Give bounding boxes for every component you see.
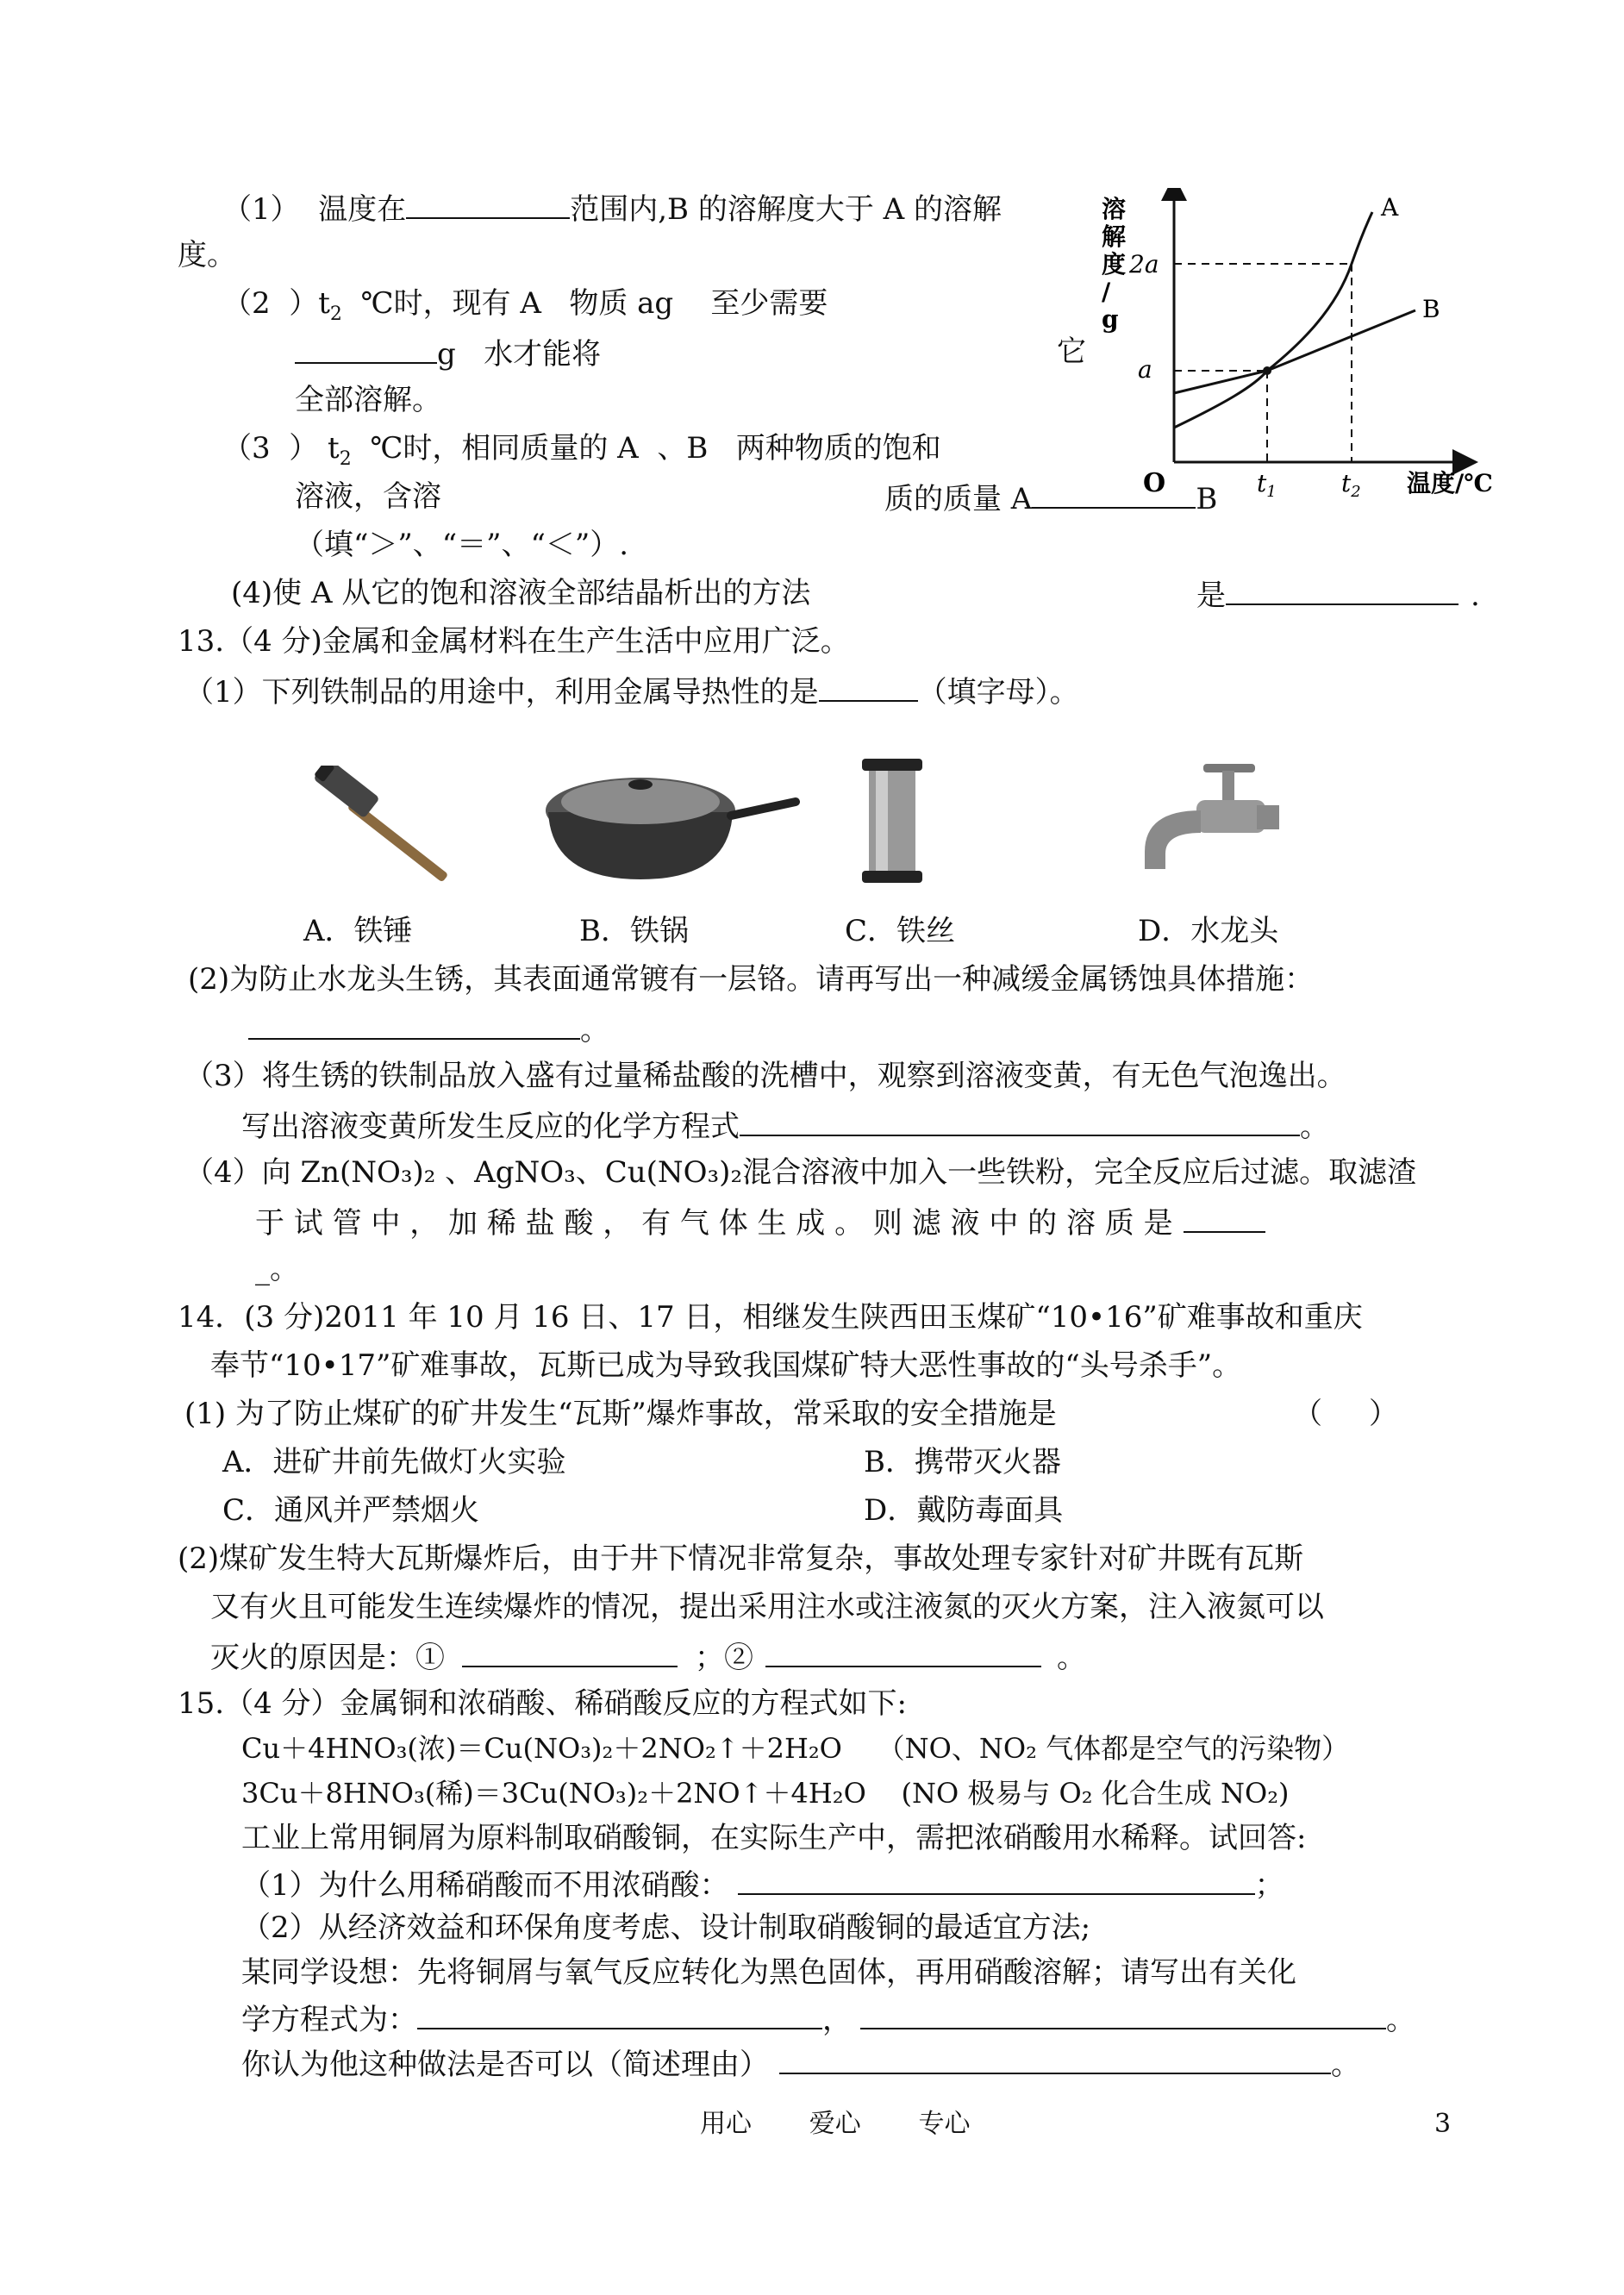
q12-line3 [222,285,828,334]
q13-text: 。 [580,1013,609,1047]
q12-text: ℃时，相同质量的 A 、B 两种物质的饱和 [351,431,941,466]
q13-text: 写出溶液变黄所发生反应的化学方程式 [241,1110,740,1144]
q12-line1 [222,188,1002,228]
ylabel-c3: 度 [1102,250,1127,278]
q14-text: 。 [1057,1641,1086,1675]
q15-text: ， [822,2003,852,2037]
curve-a [1174,212,1372,428]
q12-text: g 水才能将 [437,337,602,372]
q14-option-c: C．通风并严禁烟火 [222,1493,480,1528]
xlabel: 温度/℃ [1407,469,1493,497]
subscript: 2 [339,447,352,470]
wire-spool-icon [853,752,931,890]
q15-title: 15.（4 分）金属铜和浓硝酸、稀硝酸反应的方程式如下: [178,1686,907,1721]
q15-q2c [241,1998,1415,2039]
q13-p4c: _。 [255,1252,299,1286]
q13-p2-answer [248,1009,609,1049]
q12-text: 是 [1196,578,1226,613]
answer-blank[interactable] [1184,1202,1265,1233]
wok-icon [541,759,800,888]
q13-p3b [241,1105,1329,1146]
answer-blank[interactable] [860,1998,1386,2029]
q13-p4b [255,1202,1265,1242]
q15-q2: （2）从经济效益和环保角度考虑、设计制取硝酸铜的最适宜方法; [241,1910,1091,1945]
option-c: C．铁丝 [845,914,956,948]
answer-blank[interactable] [248,1009,580,1040]
q12-text: （2 ）t [222,286,330,321]
faucet-image [1136,757,1283,886]
origin-label: O [1143,468,1166,498]
q15-text: ； [1254,1868,1284,1903]
subscript: 2 [329,303,342,325]
answer-blank[interactable] [740,1105,1300,1136]
q12-line9-tail [1196,574,1480,615]
q12-line8: （填“＞”、“＝”、“＜”）. [295,528,629,562]
q13-text: 于 试 管 中 ， 加 稀 盐 酸 ， 有 气 体 生 成 。 则 滤 液 中 的 溶 质 是 [255,1206,1173,1241]
q14-text: 灭火的原因是：① [210,1641,445,1675]
footer-text: 用心 爱心 专心 [700,2109,971,2139]
ylabel-c2: 解 [1102,222,1127,251]
q14-text: ；② [695,1641,753,1675]
q15-eq1: Cu＋4HNO₃(浓)＝Cu(NO₃)₂＋2NO₂↑＋2H₂O （NO、NO₂ 气体都是空气的污染物） [241,1732,1350,1765]
answer-blank[interactable] [738,1864,1255,1895]
wok-image [541,759,800,888]
q13-p4: （4）向 Zn(NO₃)₂ 、AgNO₃、Cu(NO₃)₂混合溶液中加入一些铁粉，完全反应后过滤。取滤渣 [184,1155,1417,1190]
answer-blank[interactable] [462,1636,678,1667]
q12-text: ℃时，现有 A 物质 ag 至少需要 [341,286,828,321]
hammer-icon [306,766,478,895]
q12-line2: 度。 [178,238,236,272]
q14-p2: (2)煤矿发生特大瓦斯爆炸后，由于井下情况非常复杂，事故处理专家针对矿井既有瓦斯 [178,1541,1304,1576]
q13-title: 13.（4 分)金属和金属材料在生产生活中应用广泛。 [178,624,850,659]
q12-line5: 全部溶解。 [295,383,441,417]
curve-b [1174,310,1415,393]
q15-q2b: 某同学设想：先将铜屑与氧气反应转化为黑色固体，再用硝酸溶解；请写出有关化 [241,1955,1296,1990]
answer-blank[interactable] [779,2043,1331,2074]
q15-p1: 工业上常用铜屑为原料制取硝酸铜，在实际生产中，需把浓硝酸用水稀释。试回答: [241,1821,1307,1855]
solubility-chart [1095,188,1543,516]
option-d: D．水龙头 [1138,914,1279,948]
tick-t2: $t_2$ [1341,469,1361,501]
series-label-b: B [1422,295,1440,323]
q12-line4-tail: 它 [1057,335,1086,369]
faucet-icon [1136,757,1283,886]
q12-line9: (4)使 A 从它的饱和溶液全部结晶析出的方法 [231,576,811,610]
q14-option-d: D．戴防毒面具 [864,1493,1064,1528]
q14-option-a: A．进矿井前先做灯火实验 [222,1445,566,1479]
q13-p2: (2)为防止水龙头生锈，其表面通常镀有一层铬。请再写出一种减缓金属锈蚀具体措施： [188,962,1315,997]
q12-text: （3 ） t [222,431,340,466]
ylabel-c5: g [1102,305,1119,334]
chart-svg [1095,188,1543,516]
q12-text: . [1471,578,1480,613]
answer-blank[interactable] [1226,574,1458,605]
intersection-point [1263,366,1271,375]
wire-spool-image [853,752,931,890]
q15-q1 [241,1864,1284,1904]
tick-2a: 2a [1129,250,1159,278]
q14-title2: 奉节“10•17”矿难事故，瓦斯已成为导致我国煤矿特大恶性事故的“头号杀手”。 [210,1348,1242,1383]
q12-text: （1） 温度在 [222,192,407,227]
ylabel-c1: 溶 [1102,195,1127,223]
q12-line4 [295,333,601,373]
q14-p1: (1) 为了防止煤矿的矿井发生“瓦斯”爆炸事故，常采取的安全措施是 [184,1397,1057,1431]
q14-title: 14．(3 分)2011 年 10 月 16 日、17 日，相继发生陕西田玉煤矿“10•16”矿难事故和重庆 [178,1300,1363,1335]
q15-q3 [241,2043,1360,2084]
ylabel-c4: / [1102,278,1111,306]
q15-eq2: 3Cu＋8HNO₃(稀)＝3Cu(NO₃)₂＋2NO↑＋4H₂O (NO 极易与 O₂ 化合生成 NO₂) [241,1777,1290,1810]
q14-p2c [210,1636,1086,1677]
hammer-image [306,766,478,895]
q15-text: 。 [1331,2048,1360,2082]
q13-text: 。 [1300,1110,1329,1144]
q15-text: 。 [1386,2003,1415,2037]
series-label-a: A [1381,193,1399,222]
q13-text: （填字母）。 [917,675,1079,710]
q15-text: 学方程式为： [241,2003,417,2037]
q12-line6 [222,429,941,478]
q14-p2b: 又有火且可能发生连续爆炸的情况，提出采用注水或注液氮的灭火方案，注入液氮可以 [210,1590,1324,1624]
option-a: A．铁锤 [303,914,413,948]
q13-text: （1）下列铁制品的用途中，利用金属导热性的是 [184,675,819,710]
option-b: B．铁锅 [579,914,689,948]
answer-blank[interactable] [406,188,570,219]
answer-blank[interactable] [295,333,437,364]
answer-blank[interactable] [819,671,918,702]
tick-t1: $t_1$ [1257,469,1277,501]
q15-text: 你认为他这种做法是否可以（简述理由） [241,2048,769,2082]
answer-blank[interactable] [417,1998,822,2029]
page-number: 3 [1434,2109,1452,2139]
q13-p1 [184,671,1079,711]
q13-p3: （3）将生锈的铁制品放入盛有过量稀盐酸的洗槽中，观察到溶液变黄，有无色气泡逸出。 [184,1059,1346,1093]
q12-line7: 溶液，含溶 [295,479,441,514]
q12-text: 质的质量 A [884,482,1033,516]
q14-option-b: B．携带灭火器 [864,1445,1061,1479]
q12-text: B [1196,482,1218,516]
tick-a: a [1138,355,1152,384]
q12-text: 范围内,B 的溶解度大于 A 的溶解 [570,192,1003,227]
q14-choice-paren[interactable]: （ ） [1293,1397,1399,1431]
answer-blank[interactable] [765,1636,1041,1667]
q15-text: （1）为什么用稀硝酸而不用浓硝酸： [241,1868,729,1903]
